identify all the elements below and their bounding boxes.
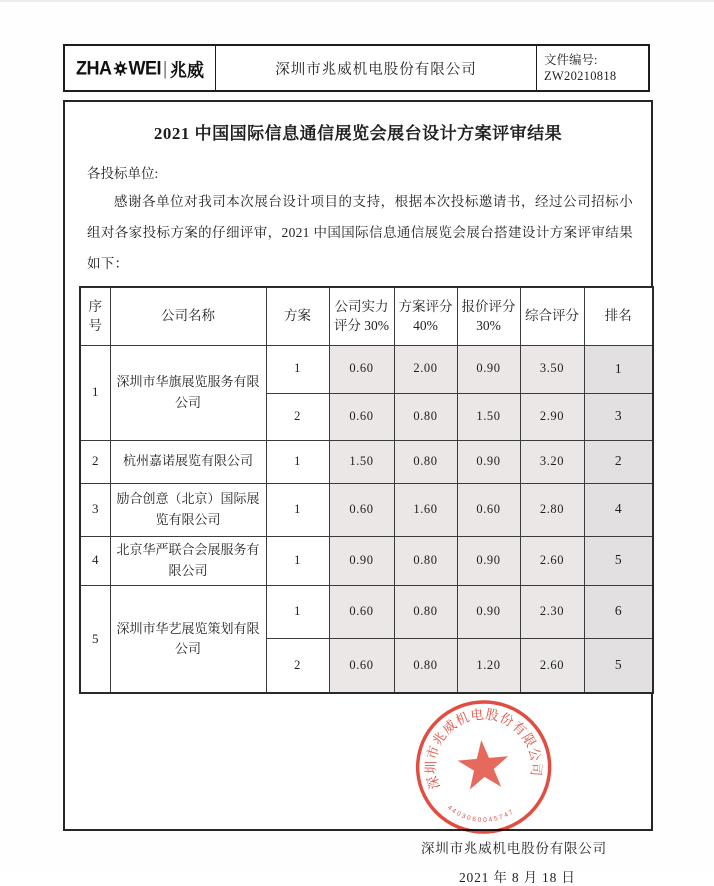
table-row [80, 440, 653, 483]
total-score-cell: 2.80 [520, 483, 584, 536]
zhaowei-logo [76, 55, 204, 82]
plan-cell: 1 [266, 585, 329, 638]
company-name-cell: 杭州嘉诺展览有限公司 [110, 440, 266, 483]
col-header-plan: 方案 [266, 287, 329, 345]
strength-score-cell: 1.50 [329, 440, 394, 483]
total-score-cell: 2.60 [520, 638, 584, 693]
design-score-cell: 0.80 [394, 638, 457, 693]
rank-cell: 5 [584, 536, 653, 585]
col-header-strength-score: 公司实力评分 30% [329, 287, 394, 345]
plan-cell: 1 [266, 440, 329, 483]
col-header-rank: 排名 [584, 287, 653, 345]
design-score-cell: 1.60 [394, 483, 457, 536]
logo-text-zha: ZHA [76, 56, 112, 79]
company-name-cell: 深圳市华旗展览服务有限公司 [110, 345, 266, 440]
strength-score-cell: 0.60 [329, 345, 394, 393]
plan-cell: 1 [266, 483, 329, 536]
company-name-cell: 励合创意（北京）国际展览有限公司 [110, 483, 266, 536]
price-score-cell: 0.60 [457, 483, 520, 536]
total-score-cell: 3.20 [520, 440, 584, 483]
table-row [80, 585, 653, 638]
salutation: 各投标单位: [87, 166, 159, 181]
company-name-cell: 深圳市华艺展览策划有限公司 [110, 585, 266, 693]
design-score-cell: 0.80 [394, 536, 457, 585]
signature-date: 2021 年 8 月 18 日 [459, 870, 576, 885]
plan-cell: 2 [266, 393, 329, 440]
strength-score-cell: 0.60 [329, 483, 394, 536]
document-header [63, 44, 650, 92]
col-header-company: 公司名称 [110, 287, 266, 345]
design-score-cell: 0.80 [394, 393, 457, 440]
price-score-cell: 1.20 [457, 638, 520, 693]
seq-cell: 3 [80, 483, 110, 536]
strength-score-cell: 0.60 [329, 393, 394, 440]
price-score-cell: 0.90 [457, 585, 520, 638]
table-row [80, 536, 653, 585]
plan-cell: 1 [266, 345, 329, 393]
seal-serial-number: 4403060045747 [445, 804, 517, 824]
rank-cell: 4 [584, 483, 653, 536]
rank-cell: 3 [584, 393, 653, 440]
seal-ring-text: 深圳市兆威机电股份有限公司 [423, 706, 544, 792]
table-row [80, 483, 653, 536]
rank-cell: 2 [584, 440, 653, 483]
rank-cell: 5 [584, 638, 653, 693]
company-name-cell: 北京华严联合会展服务有限公司 [110, 536, 266, 585]
results-table-body [80, 345, 653, 693]
rank-cell: 6 [584, 585, 653, 638]
table-header-row [80, 287, 653, 345]
document-body [63, 100, 653, 885]
rank-cell: 1 [584, 345, 653, 393]
intro-paragraph: 感谢各单位对我司本次展台设计项目的支持，根据本次投标邀请书，经过公司招标小组对各家投标方案的仔细评审，2021 中国国际信息通信展览会展台搭建设计方案评审结果如下： [87, 194, 633, 271]
strength-score-cell: 0.60 [329, 638, 394, 693]
col-header-total-score: 综合评分 [520, 287, 584, 345]
total-score-cell: 2.30 [520, 585, 584, 638]
logo-divider: | [163, 57, 167, 78]
design-score-cell: 2.00 [394, 345, 457, 393]
doc-number-value: ZW20210818 [544, 69, 617, 83]
logo-text-cn: 兆威 [169, 59, 204, 81]
price-score-cell: 0.90 [457, 345, 520, 393]
seq-cell: 5 [80, 585, 110, 693]
strength-score-cell: 0.60 [329, 585, 394, 638]
col-header-design-score: 方案评分 40% [394, 287, 457, 345]
total-score-cell: 3.50 [520, 345, 584, 393]
col-header-seq: 序号 [80, 287, 110, 345]
doc-number-label: 文件编号: [544, 53, 598, 67]
seq-cell: 4 [80, 536, 110, 585]
total-score-cell: 2.60 [520, 536, 584, 585]
price-score-cell: 0.90 [457, 440, 520, 483]
design-score-cell: 0.80 [394, 440, 457, 483]
logo-cell [65, 46, 216, 90]
doc-number-cell [537, 46, 648, 90]
plan-cell: 1 [266, 536, 329, 585]
price-score-cell: 0.90 [457, 536, 520, 585]
seq-cell: 2 [80, 440, 110, 483]
evaluation-results-table [79, 286, 654, 694]
header-company-name: 深圳市兆威机电股份有限公司 [216, 46, 537, 90]
seq-cell: 1 [80, 345, 110, 440]
logo-text-wei: WEI [128, 56, 162, 79]
total-score-cell: 2.90 [520, 393, 584, 440]
design-score-cell: 0.80 [394, 585, 457, 638]
strength-score-cell: 0.90 [329, 536, 394, 585]
price-score-cell: 1.50 [457, 393, 520, 440]
document-title: 2021 中国国际信息通信展览会展台设计方案评审结果 [153, 124, 563, 143]
col-header-price-score: 报价评分 30% [457, 287, 520, 345]
table-row [80, 345, 653, 393]
plan-cell: 2 [266, 638, 329, 693]
signature-company: 深圳市兆威机电股份有限公司 [421, 841, 607, 856]
gear-icon [113, 60, 128, 76]
